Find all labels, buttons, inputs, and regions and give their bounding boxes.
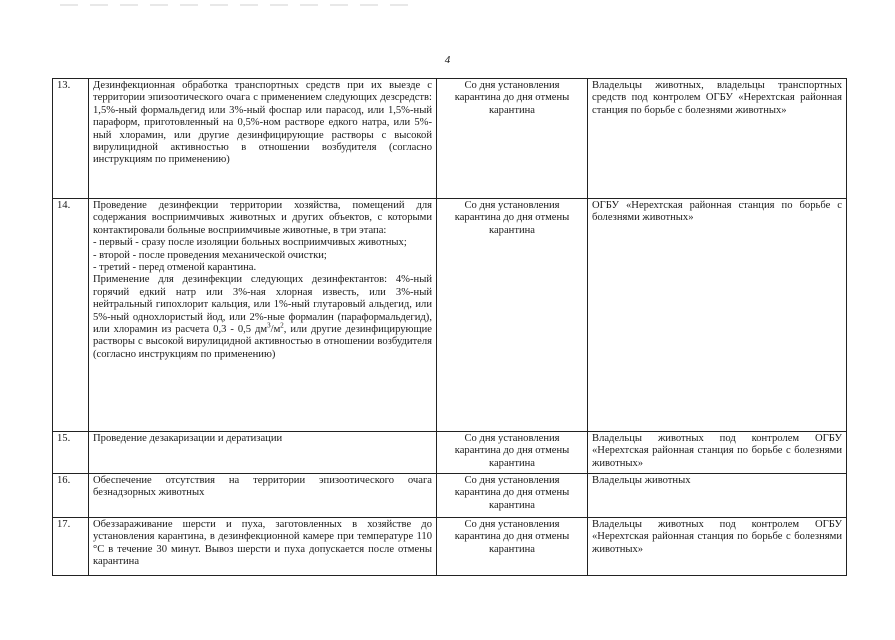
row-number: 15. xyxy=(53,432,89,474)
unit-separator: /м xyxy=(270,324,281,336)
table-row xyxy=(53,474,847,518)
row-action: Дезинфекционная обработка транспортных средств при их выезде с территории эпизоотического очага с применением следующих дезсредств: 1,5%-ный формальдегид или 3%-ный фоспар или парасод, или 1,5%-ный параформ, приготовленный на 0,5%-ном растворе едкого натра, или 5%-ный хлорамин, или другие дезинфицирующие растворы с высокой вирулицидной активностью в отношении возбудителя (согласно инструкциям по применению) xyxy=(89,79,437,199)
row-action: Обеспечение отсутствия на территории эпизоотического очага безнадзорных животных xyxy=(89,474,437,518)
row-number: 16. xyxy=(53,474,89,518)
scan-artifact xyxy=(60,4,420,6)
row-term: Со дня установления карантина до дня отмены карантина xyxy=(437,432,588,474)
row-term: Со дня установления карантина до дня отмены карантина xyxy=(437,79,588,199)
row-action: Проведение дезакаризации и дератизации xyxy=(89,432,437,474)
superscript: 2 xyxy=(280,321,284,330)
action-intro: Проведение дезинфекции территории хозяйства, помещений для содержания восприимчивых животных и других объектов, с которыми контактировали больные восприимчивые животные, в три этапа: xyxy=(93,200,432,236)
row-number: 13. xyxy=(53,79,89,199)
table-row xyxy=(53,518,847,576)
row-term: Со дня установления карантина до дня отмены карантина xyxy=(437,199,588,432)
table-row xyxy=(53,199,847,432)
row-responsible: ОГБУ «Нерехтская районная станция по борьбе с болезнями животных» xyxy=(588,199,847,432)
superscript: 3 xyxy=(267,321,271,330)
measures-table xyxy=(52,78,847,576)
row-responsible: Владельцы животных xyxy=(588,474,847,518)
action-tail: , или другие дезинфицирующие растворы с высокой вирулицидной активностью в отношении возбудителя (согласно инструкциям по применению) xyxy=(93,324,432,360)
action-stage-2: - второй - после проведения механической очистки; xyxy=(93,249,327,261)
row-term: Со дня установления карантина до дня отмены карантина xyxy=(437,474,588,518)
page-number: 4 xyxy=(444,54,451,66)
row-responsible: Владельцы животных под контролем ОГБУ «Нерехтская районная станция по борьбе с болезнями животных» xyxy=(588,432,847,474)
row-responsible: Владельцы животных под контролем ОГБУ «Нерехтская районная станция по борьбе с болезнями животных» xyxy=(588,518,847,576)
table-row xyxy=(53,432,847,474)
row-term: Со дня установления карантина до дня отмены карантина xyxy=(437,518,588,576)
action-apply-text: Применение для дезинфекции следующих дезинфектантов: 4%-ный горячий едкий натр или 3%-ная хлорная известь, или 3%-ный нейтральный гипохлорит кальция, или 1%-ный глутаровый альдегид, или 5%-ный однохлористый йод, или 2%-ные формалин (параформальдегид), или хлорамин из расчета 0,3 - 0,5 дм xyxy=(93,274,432,336)
action-apply xyxy=(93,274,432,361)
row-action: Обеззараживание шерсти и пуха, заготовленных в хозяйстве до установления карантина, в дезинфекционной камере при температуре 110 °С в течение 30 минут. Вывоз шерсти и пуха допускается после отмены карантина xyxy=(89,518,437,576)
row-number: 14. xyxy=(53,199,89,432)
row-action xyxy=(89,199,437,432)
table-row xyxy=(53,79,847,199)
action-stage-1: - первый - сразу после изоляции больных восприимчивых животных; xyxy=(93,237,407,249)
row-number: 17. xyxy=(53,518,89,576)
row-responsible: Владельцы животных, владельцы транспортных средств под контролем ОГБУ «Нерехтская районная станция по борьбе с болезнями животных» xyxy=(588,79,847,199)
action-stage-3: - третий - перед отменой карантина. xyxy=(93,262,257,274)
